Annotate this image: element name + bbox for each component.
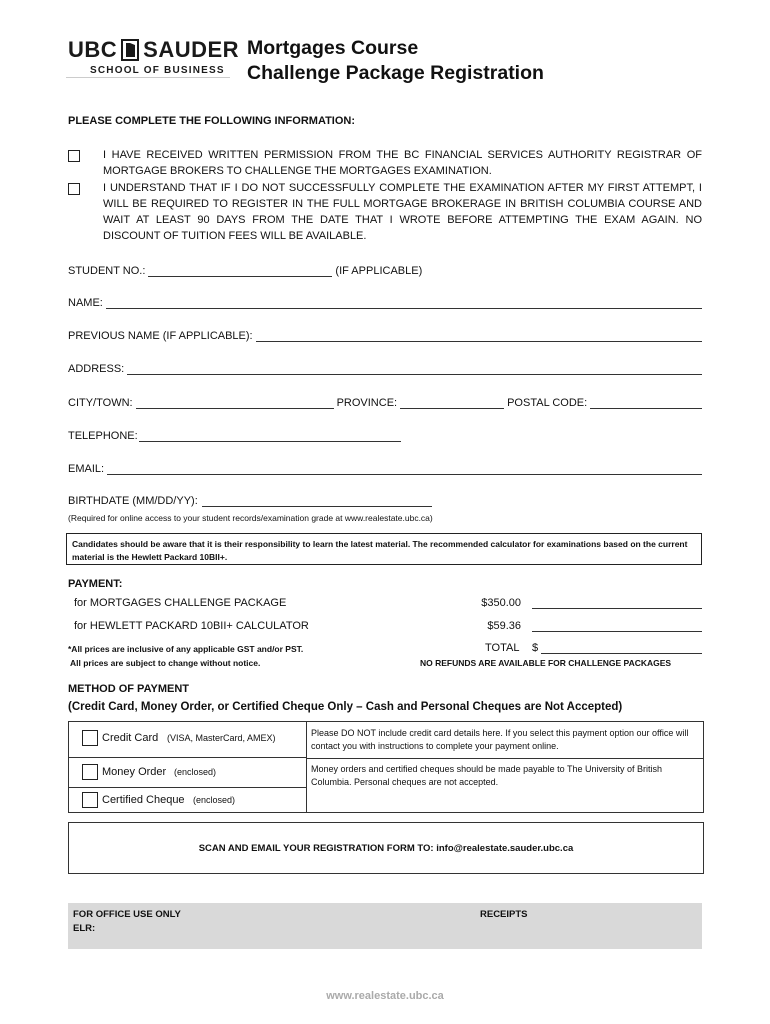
scan-instruction-box bbox=[68, 822, 704, 874]
telephone-row bbox=[68, 428, 702, 442]
tax-note: *All prices are inclusive of any applicable GST and/or PST. bbox=[68, 644, 304, 654]
email-label: EMAIL: bbox=[68, 463, 105, 475]
package-item-label: for MORTGAGES CHALLENGE PACKAGE bbox=[74, 597, 287, 609]
telephone-input[interactable] bbox=[139, 431, 401, 442]
city-input[interactable] bbox=[136, 398, 334, 409]
student-no-label: STUDENT NO.: bbox=[68, 265, 146, 277]
total-amount-input[interactable] bbox=[541, 653, 702, 654]
page-title-line1: Mortgages Course bbox=[247, 37, 419, 59]
city-province-row bbox=[68, 395, 702, 409]
logo-left-word: UBC bbox=[68, 37, 118, 62]
address-input[interactable] bbox=[127, 364, 702, 375]
postal-code-input[interactable] bbox=[590, 398, 702, 409]
instructions-heading: PLEASE COMPLETE THE FOLLOWING INFORMATION: bbox=[68, 115, 356, 127]
logo-subtitle: SCHOOL OF BUSINESS bbox=[90, 65, 225, 76]
office-use-box bbox=[68, 903, 702, 949]
office-use-label: FOR OFFICE USE ONLY bbox=[73, 909, 181, 920]
scan-instruction: SCAN AND EMAIL YOUR REGISTRATION FORM TO: info@realestate.sauder.ubc.ca bbox=[198, 842, 574, 854]
table-divider bbox=[306, 722, 307, 812]
birthdate-note: (Required for online access to your student records/examination grade at www.realestate.ubc.ca) bbox=[68, 513, 433, 523]
name-row bbox=[68, 295, 702, 309]
previous-name-row bbox=[68, 328, 702, 342]
credit-card-label: Credit Card bbox=[102, 732, 159, 744]
refund-note: NO REFUNDS ARE AVAILABLE FOR CHALLENGE PACKAGES bbox=[420, 658, 672, 668]
name-input[interactable] bbox=[106, 298, 702, 309]
student-no-row bbox=[68, 263, 702, 277]
postal-code-label: POSTAL CODE: bbox=[507, 397, 588, 409]
footer-url[interactable]: www.realestate.ubc.ca bbox=[326, 990, 444, 1002]
province-label: PROVINCE: bbox=[336, 397, 398, 409]
student-no-input[interactable] bbox=[148, 266, 332, 277]
permission-checkbox[interactable] bbox=[68, 150, 80, 162]
birthdate-row bbox=[68, 493, 702, 507]
email-input[interactable] bbox=[107, 464, 702, 475]
money-order-detail: (enclosed) bbox=[174, 767, 217, 777]
price-change-note: All prices are subject to change without notice. bbox=[70, 658, 261, 668]
money-order-label: Money Order bbox=[102, 766, 167, 778]
retake-policy-text: I UNDERSTAND THAT IF I DO NOT SUCCESSFULLY COMPLETE THE EXAMINATION AFTER MY FIRST ATTEMPT, I WILL BE REQUIRED TO REGISTER IN THE FULL MORTGAGE BROKERAGE IN BRITISH COLUMBIA COURSE AND WAIT AT LEAST 90 DAYS FROM THE DATE THAT I WROTE BEFORE ATTEMPTING THE EXAM AGAIN. NO DISCOUNT OF TUITION FEES WILL BE AVAILABLE. bbox=[103, 182, 702, 242]
birthdate-input[interactable] bbox=[202, 496, 432, 507]
calculator-notice: Candidates should be aware that it is their responsibility to learn the latest material. The recommended calculator for examinations based on the current material is the Hewlett Packard 10BII+. bbox=[66, 533, 702, 565]
name-label: NAME: bbox=[68, 297, 103, 309]
certified-cheque-option[interactable] bbox=[69, 788, 306, 812]
ubc-crest-icon bbox=[121, 39, 139, 61]
certified-cheque-detail: (enclosed) bbox=[193, 795, 236, 805]
calculator-item-label: for HEWLETT PACKARD 10BII+ CALCULATOR bbox=[74, 620, 309, 632]
money-order-note: Money orders and certified cheques should be made payable to The University of British Columbia. Personal cheques are not accepted. bbox=[311, 764, 663, 787]
calculator-amount-input[interactable] bbox=[532, 631, 702, 632]
method-heading: METHOD OF PAYMENT bbox=[68, 683, 190, 695]
calculator-price: $59.36 bbox=[487, 620, 521, 632]
telephone-label: TELEPHONE: bbox=[68, 430, 138, 442]
previous-name-input[interactable] bbox=[256, 331, 702, 342]
logo-right-word: SAUDER bbox=[143, 37, 240, 62]
package-price: $350.00 bbox=[481, 597, 521, 609]
elr-label: ELR: bbox=[73, 923, 96, 934]
money-order-option[interactable] bbox=[69, 758, 306, 788]
certified-cheque-checkbox[interactable] bbox=[82, 792, 98, 808]
credit-card-checkbox[interactable] bbox=[82, 730, 98, 746]
logo bbox=[68, 37, 239, 63]
email-row bbox=[68, 461, 702, 475]
payment-heading: PAYMENT: bbox=[68, 578, 123, 590]
province-input[interactable] bbox=[400, 398, 504, 409]
credit-card-detail: (VISA, MasterCard, AMEX) bbox=[167, 733, 276, 743]
total-currency: $ bbox=[532, 642, 539, 654]
birthdate-label: BIRTHDATE (MM/DD/YY): bbox=[68, 495, 198, 507]
total-label: TOTAL bbox=[485, 642, 520, 654]
address-label: ADDRESS: bbox=[68, 363, 125, 375]
previous-name-label: PREVIOUS NAME (IF APPLICABLE): bbox=[68, 330, 253, 342]
certified-cheque-label: Certified Cheque bbox=[102, 794, 185, 806]
method-subheading: (Credit Card, Money Order, or Certified Cheque Only – Cash and Personal Cheques are Not Accepted) bbox=[68, 701, 623, 713]
table-row-divider bbox=[306, 758, 703, 759]
payment-method-table bbox=[68, 721, 704, 813]
page-title-line2: Challenge Package Registration bbox=[247, 62, 544, 84]
money-order-checkbox[interactable] bbox=[82, 764, 98, 780]
student-no-suffix: (IF APPLICABLE) bbox=[335, 265, 423, 277]
credit-card-note: Please DO NOT include credit card details here. If you select this payment option our office will contact you with instructions to complete your payment online. bbox=[311, 728, 689, 751]
permission-text: I HAVE RECEIVED WRITTEN PERMISSION FROM THE BC FINANCIAL SERVICES AUTHORITY REGISTRAR OF MORTGAGE BROKERS TO CHALLENGE THE MORTGAGES EXAMINATION. bbox=[103, 149, 702, 177]
package-amount-input[interactable] bbox=[532, 608, 702, 609]
receipts-label: RECEIPTS bbox=[480, 909, 528, 920]
retake-policy-checkbox[interactable] bbox=[68, 183, 80, 195]
address-row bbox=[68, 361, 702, 375]
credit-card-option[interactable] bbox=[69, 722, 306, 758]
city-label: CITY/TOWN: bbox=[68, 397, 133, 409]
logo-divider bbox=[66, 77, 230, 78]
